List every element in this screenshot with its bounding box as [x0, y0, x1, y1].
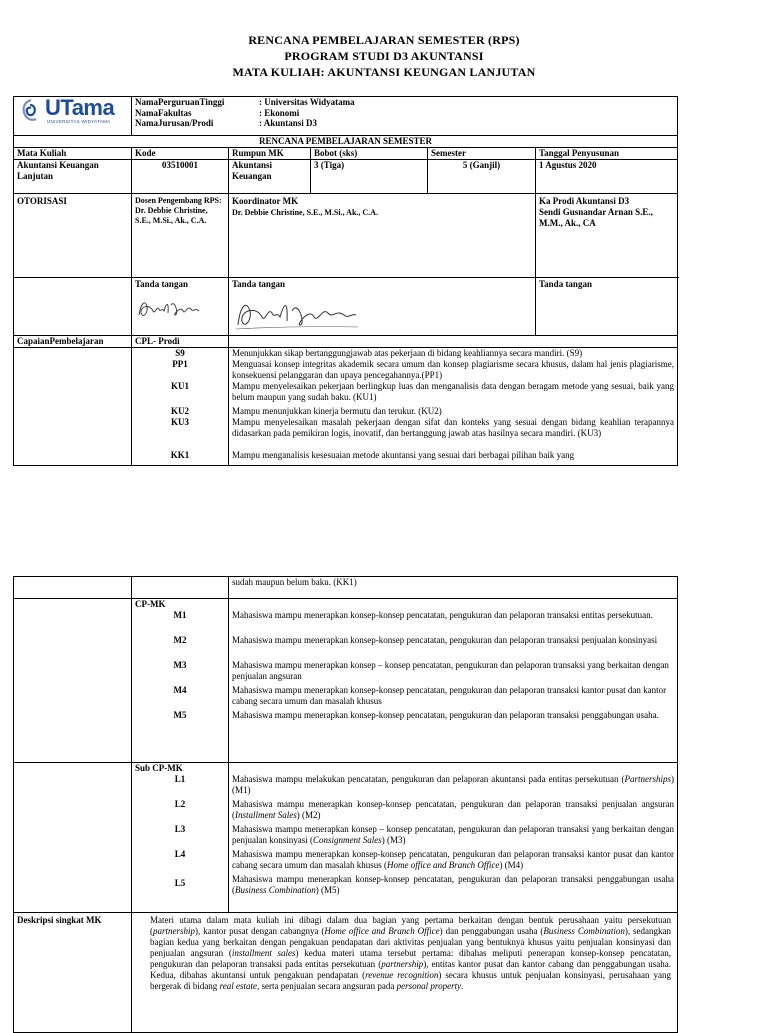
deskripsi-italic-term: Home office and Branch Office [324, 926, 440, 936]
department-row [135, 118, 674, 129]
subcpmk-text: Mahasiswa mampu menerapkan konsep-konsep pencatatan, pengukuran dan pelaporan transaksi kantor pusat dan kantor cabang secara umum dan masalah khusus (Home office and Branch Office) (M4) [232, 849, 674, 870]
cpl-code: KU1 [171, 381, 189, 391]
cpl-text: Mampu menyelesaikan pekerjaan berlingkup luas dan menganalisis data dengan beragam metode yang sesuai, baik yang belum maupun yang sudah baku. (KU1) [232, 381, 675, 402]
col-header-tanggal: Tanggal Penyusunan [536, 148, 678, 160]
koordinator-name: Dr. Debbie Christine, S.E., M.Si., Ak., C.A. [232, 208, 378, 217]
course-name: Akuntansi Keuangan Lanjutan [14, 160, 132, 194]
deskripsi-segment: ), kantor pusat dengan cabangnya ( [195, 926, 325, 936]
cpl-code: S9 [175, 348, 185, 358]
program-title: PROGRAM STUDI D3 AKUNTANSI [284, 49, 484, 63]
course-rumpun: Akuntansi Keuangan [229, 160, 311, 194]
document-title: RENCANA PEMBELAJARAN SEMESTER (RPS) [248, 33, 520, 47]
institution-row [135, 97, 674, 108]
signature-dosen-image [135, 293, 205, 323]
deskripsi-segment: . [461, 981, 464, 991]
course-semester: 5 (Ganjil) [428, 160, 536, 194]
faculty-label: NamaFakultas [135, 107, 192, 118]
deskripsi-italic-term: Business Combination [543, 926, 625, 936]
cpmk-label: CP-MK [135, 599, 166, 609]
institution-info-cell [132, 97, 678, 136]
signature-dosen-cell [132, 278, 229, 336]
cpmk-code: M4 [173, 685, 187, 695]
institution-label: NamaPerguruanTinggi [135, 97, 225, 107]
empty-cell [14, 599, 132, 763]
cpl-text: Mampu menyelesaikan masalah pekerjaan dengan sifat dan konteks yang sesuai dengan bidang keahlian terapannya didasarkan pada pemikiran logis, inovatif, dan bertanggung jawab atas hasilnya secara mandiri. (KU3) [232, 417, 675, 438]
col-header-bobot: Bobot (sks) [311, 148, 428, 160]
koordinator-cell [229, 194, 536, 278]
cpmk-text: Mahasiswa mampu menerapkan konsep-konsep pencatatan, pengukuran dan pelaporan transaksi kantor pusat dan kantor cabang secara umum dan masalah khusus [232, 685, 667, 706]
subcpmk-text: Mahasiswa mampu menerapkan konsep-konsep pencatatan, pengukuran dan pelaporan transaksi penjualan angsuran (Installment Sales) (M2) [232, 799, 674, 820]
rps-table-page2 [13, 576, 678, 1033]
cpl-code: KU2 [171, 406, 189, 416]
course-bobot: 3 (Tiga) [311, 160, 428, 194]
cpl-code: KK1 [170, 450, 190, 460]
faculty-value: : Ekonomi [259, 107, 300, 118]
cpl-text: Menguasai konsep integritas akademik secara umum dan konsep plagiarisme secara khusus, dalam hal jenis plagiarisme, konsekuensi pelanggaran dan upaya pencegahannya.(PP1) [232, 359, 675, 380]
cpl-text: Mampu menganalisis kesesuaian metode akuntansi yang sesuai dari berbagai pilihan baik yang [232, 450, 575, 460]
subcpmk-codes-cell [132, 763, 229, 913]
deskripsi-italic-term: revenue recognition [365, 970, 439, 980]
subcpmk-text: Mahasiswa mampu menerapkan konsep-konsep pencatatan, pengukuran dan pelaporan transaksi penggabungan usaha (Business Combination) (M5) [232, 874, 674, 895]
subcpmk-label: Sub CP-MK [135, 763, 183, 773]
empty-cell [14, 763, 132, 913]
course-title: MATA KULIAH: AKUNTANSI KEUNGAN LANJUTAN [232, 65, 536, 79]
tanda-tangan-label: Tanda tangan [539, 279, 592, 289]
kaprodi-label: Ka Prodi Akuntansi D3 [539, 196, 630, 206]
deskripsi-italic-term: real estate [219, 981, 257, 991]
cpmk-code: M1 [173, 610, 187, 620]
cpl-prodi-label: CPL- Prodi [132, 336, 229, 348]
department-label: NamaJurusan/Prodi [135, 118, 214, 128]
cpl-descriptions-cell [229, 348, 678, 466]
rps-table-page1 [13, 96, 678, 466]
cpl-continued: sudah maupun belum baku. (KK1) [229, 577, 678, 599]
signature-koordinator-cell [229, 278, 536, 336]
dosen-pengembang-name: Dr. Debbie Christine, S.E., M.Si., Ak., C.A. [135, 206, 208, 225]
cpmk-text: Mahasiswa mampu menerapkan konsep – konsep pencatatan, pengukuran dan pelaporan transaksi yang berkaitan dengan penjualan angsuran [232, 660, 669, 681]
cpmk-code: M3 [173, 660, 187, 670]
deskripsi-italic-term: personal property [396, 981, 462, 991]
koordinator-label: Koordinator MK [232, 196, 299, 206]
logo-cell [14, 97, 132, 136]
deskripsi-italic-term: partnership [381, 959, 424, 969]
cpmk-descriptions-cell [229, 599, 678, 763]
deskripsi-italic-term: installment sales [231, 948, 296, 958]
utama-logo-icon [20, 98, 42, 124]
deskripsi-segment: , serta penjualan secara angsuran pada [256, 981, 397, 991]
col-header-mata-kuliah: Mata Kuliah [14, 148, 132, 160]
empty-cell [14, 278, 132, 336]
course-date: 1 Agustus 2020 [536, 160, 678, 194]
deskripsi-segment: ) kedua materi utama tersebut pertama: dibahas meliputi penerapan konsep-konsep pencatatan, pengukuran dan pelaporan transaksi pada entitas persekutuan ( [150, 948, 671, 969]
signature-kaprodi-cell [536, 278, 678, 336]
cpl-text: Mampu menunjukkan kinerja bermutu dan terukur. (KU2) [232, 406, 442, 416]
empty-cell [14, 577, 132, 599]
kaprodi-name: Sendi Gusnandar Arnan S.E., M.M., Ak., CA [539, 207, 653, 228]
tanda-tangan-label: Tanda tangan [232, 279, 285, 289]
otorisasi-label: OTORISASI [14, 194, 132, 278]
capaian-label: CapaianPembelajaran [14, 336, 132, 348]
signature-koordinator-image [232, 293, 362, 333]
cpmk-text: Mahasiswa mampu menerapkan konsep-konsep pencatatan, pengukuran dan pelaporan transaksi penjualan konsinyasi [232, 635, 658, 645]
subcpmk-text: Mahasiswa mampu melakukan pencatatan, pengukuran dan pelaporan akuntansi pada entitas persekutuan (Partnerships) (M1) [232, 774, 674, 795]
cpmk-text: Mahasiswa mampu menerapkan konsep-konsep pencatatan, pengukuran dan pelaporan transaksi entitas persekutuan. [232, 610, 653, 620]
cpl-code: PP1 [172, 359, 188, 369]
empty-cell [132, 577, 229, 599]
subcpmk-code: L5 [174, 878, 186, 888]
deskripsi-segment: ), sedangkan bagian kedua yang berkaitan dengan pengakuan pendapatan dari aktivitas penjualan yang bentuknya khusus yaitu penjualan konsinyasi dan penjualan angsuran ( [150, 926, 672, 958]
dosen-pengembang-label: Dosen Pengembang RPS: [135, 196, 222, 205]
deskripsi-segment: Materi utama dalam mata kuliah ini dibagi dalam dua bagian yang pertama berkaitan dengan bentuk perusahaan yaitu persekutuan ( [150, 915, 671, 936]
rps-section-title: RENCANA PEMBELAJARAN SEMESTER [14, 136, 678, 148]
tanda-tangan-label: Tanda tangan [135, 279, 188, 289]
logo-subtitle: UNIVERSITAS WIDYATAMA [47, 119, 111, 124]
department-value: : Akuntansi D3 [259, 118, 318, 128]
logo-wordmark: UTama [45, 96, 115, 120]
institution-value: : Universitas Widyatama [259, 97, 355, 107]
deskripsi-text [132, 913, 678, 1033]
deskripsi-segment: ) secara khusus untuk penjualan konsinyasi, perusahaan yang bergerak di bidang [150, 970, 671, 991]
subcpmk-code: L3 [174, 824, 186, 834]
empty-cell [14, 348, 132, 466]
deskripsi-body [150, 915, 671, 991]
faculty-row [135, 108, 674, 119]
deskripsi-italic-term: partnership [153, 926, 196, 936]
cpmk-code: M2 [173, 635, 187, 645]
subcpmk-code: L4 [174, 849, 186, 859]
subcpmk-code: L1 [174, 774, 186, 784]
cpmk-codes-cell [132, 599, 229, 763]
kaprodi-cell [536, 194, 678, 278]
subcpmk-code: L2 [174, 799, 186, 809]
col-header-semester: Semester [428, 148, 536, 160]
deskripsi-segment: ), entitas kantor pusat dan kantor cabang dan penggabungan usaha. Kedua, dibahas akuntansi untuk pengakuan pendapatan ( [150, 959, 671, 980]
empty-cell [229, 336, 678, 348]
dosen-pengembang-cell [132, 194, 229, 278]
course-code: 03510001 [132, 160, 229, 194]
university-logo [14, 97, 131, 125]
col-header-kode: Kode [132, 148, 229, 160]
cpl-codes-cell [132, 348, 229, 466]
deskripsi-segment: ) dan penggabungan usaha ( [439, 926, 544, 936]
col-header-rumpun: Rumpun MK [229, 148, 311, 160]
cpl-text: Menunjukkan sikap bertanggungjawab atas pekerjaan di bidang keahliannya secara mandiri. (S9) [232, 348, 583, 358]
subcpmk-text: Mahasiswa mampu menerapkan konsep – konsep pencatatan, pengukuran dan pelaporan transaksi yang berkaitan dengan penjualan konsinyasi (Consignment Sales) (M3) [232, 824, 674, 845]
cpmk-text: Mahasiswa mampu menerapkan konsep-konsep pencatatan, pengukuran dan pelaporan transaksi penggabungan usaha. [232, 710, 659, 720]
subcpmk-descriptions-cell [229, 763, 678, 913]
deskripsi-label: Deskripsi singkat MK [14, 913, 132, 1033]
cpl-code: KU3 [171, 417, 189, 427]
document-title-block [0, 32, 768, 80]
cpmk-code: M5 [173, 710, 187, 720]
